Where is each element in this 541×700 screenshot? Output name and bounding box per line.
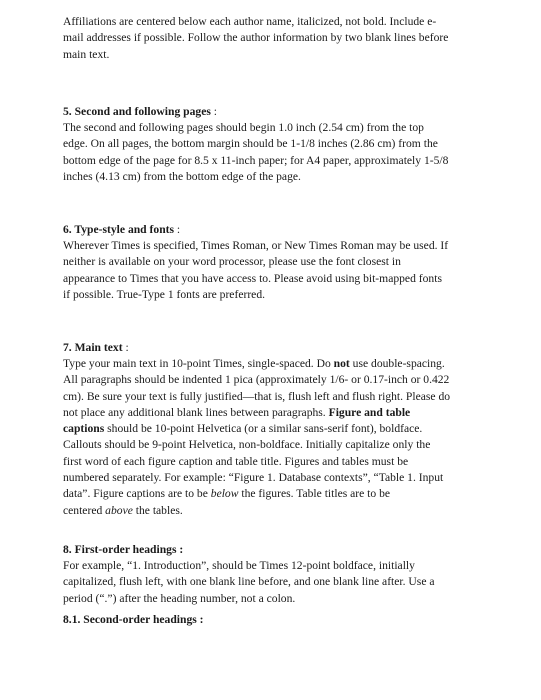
- text-line: [63, 356, 493, 372]
- text-line: inches (4.13 cm) from the bottom edge of the page.: [63, 169, 301, 183]
- bold-run: Figure and table: [328, 405, 411, 419]
- text-run: Type your main text in 10-point Times, single-spaced. Do: [63, 357, 334, 370]
- heading-colon: :: [210, 105, 217, 118]
- section-6-body: [63, 238, 493, 303]
- text-line: All paragraphs should be indented 1 pica (approximately 1/6- or 0.17-inch or 0.422: [63, 373, 450, 387]
- text-line: cm). Be sure your text is fully justified—that is, flush left and flush right. Please do: [63, 389, 451, 403]
- text-line: edge. On all pages, the bottom margin should be 1-1/8 inches (2.86 cm) from the: [63, 137, 438, 151]
- text-line: first word of each figure caption and table title. Figures and tables must be: [63, 454, 409, 468]
- italic-run: below: [210, 487, 239, 501]
- text-line: [63, 503, 493, 519]
- section-6-heading: [63, 222, 493, 238]
- text-line: main text.: [63, 47, 110, 61]
- section-5-body: [63, 120, 493, 185]
- text-line: period (“.”) after the heading number, not a colon.: [63, 591, 296, 605]
- bold-run: captions: [63, 422, 105, 436]
- section-7-heading: [63, 340, 493, 356]
- text-run: use double-spacing.: [349, 357, 445, 370]
- text-line: The second and following pages should begin 1.0 inch (2.54 cm) from the top: [63, 121, 424, 134]
- text-run: not place any additional blank lines between paragraphs.: [63, 405, 329, 419]
- italic-run: above: [105, 503, 133, 517]
- text-line: appearance to Times that you have access to. Please avoid using bit-mapped fonts: [63, 271, 442, 285]
- text-run: centered: [63, 503, 106, 517]
- text-line: bottom edge of the page for 8.5 x 11-inch paper; for A4 paper, approximately 1-5/8: [63, 153, 449, 167]
- section-5-heading: [63, 104, 493, 120]
- text-line: numbered separately. For example: “Figure 1. Database contexts”, “Table 1. Input: [63, 471, 444, 485]
- text-line: mail addresses if possible. Follow the author information by two blank lines before: [63, 31, 449, 45]
- section-6-title: 6. Type-style and fonts: [63, 223, 175, 236]
- heading-colon: :: [122, 341, 129, 354]
- section-8-1-title: 8.1. Second-order headings :: [63, 613, 204, 626]
- heading-colon: :: [174, 223, 181, 236]
- section-7-title: 7. Main text: [63, 341, 123, 354]
- text-line: capitalized, flush left, with one blank line before, and one blank line after. Use a: [63, 575, 435, 589]
- section-8-title: 8. First-order headings :: [63, 543, 184, 556]
- section-8-1-heading: [63, 612, 493, 628]
- text-line: [63, 405, 493, 421]
- section-7-body: [63, 356, 493, 519]
- text-line: For example, “1. Introduction”, should be Times 12-point boldface, initially: [63, 559, 415, 572]
- section-5-title: 5. Second and following pages: [63, 105, 211, 118]
- intro-paragraph: [63, 14, 493, 63]
- text-line: Affiliations are centered below each author name, italicized, not bold. Include e-: [63, 15, 437, 28]
- text-run: the tables.: [132, 503, 183, 517]
- text-line: Callouts should be 9-point Helvetica, non-boldface. Initially capitalize only the: [63, 438, 431, 452]
- section-8-heading: [63, 542, 493, 558]
- bold-run: not: [333, 357, 350, 370]
- text-run: the figures. Table titles are to be: [238, 487, 391, 501]
- text-line: [63, 421, 493, 437]
- text-line: if possible. True-Type 1 fonts are preferred.: [63, 287, 266, 301]
- text-line: Wherever Times is specified, Times Roman, or New Times Roman may be used. If: [63, 239, 449, 252]
- text-line: neither is available on your word processor, please use the font closest in: [63, 255, 401, 269]
- text-run: data”. Figure captions are to be: [63, 487, 211, 501]
- section-8-body: [63, 558, 493, 607]
- text-line: [63, 486, 493, 502]
- text-run: should be 10-point Helvetica (or a similar sans-serif font), boldface.: [104, 422, 423, 436]
